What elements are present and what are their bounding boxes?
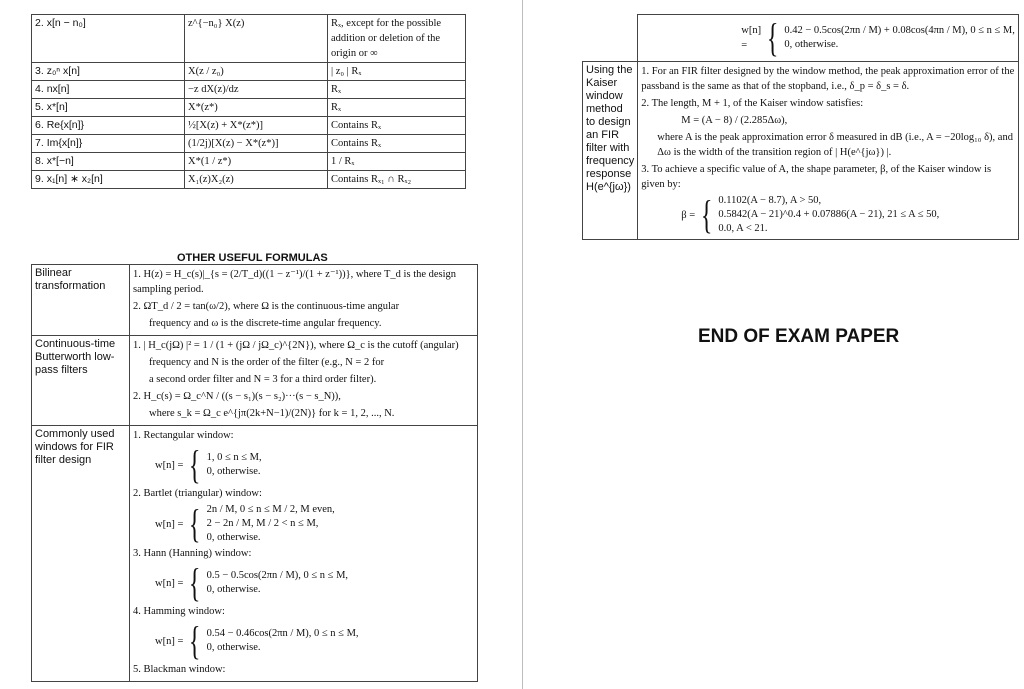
property-row bbox=[32, 63, 466, 81]
property-transform: −z dX(z)/dz bbox=[185, 81, 328, 99]
property-row bbox=[32, 153, 466, 171]
kaiser-content bbox=[638, 62, 1019, 240]
property-roc: Rₓ bbox=[328, 99, 466, 117]
formulas-table bbox=[31, 264, 478, 682]
property-sequence-cell bbox=[32, 63, 185, 81]
rect-window-equation bbox=[155, 442, 474, 487]
brace-icon: { bbox=[701, 192, 713, 237]
property-number: 5. bbox=[35, 101, 44, 113]
property-transform: ½[X(z) + X*(z*)] bbox=[185, 117, 328, 135]
case-row: 0, otherwise. bbox=[784, 39, 839, 50]
property-transform: z^{−n₀} X(z) bbox=[185, 15, 328, 63]
hamming-window-title: 4. Hamming window: bbox=[133, 606, 225, 617]
property-row bbox=[32, 171, 466, 189]
property-transform: X*(1 / z*) bbox=[185, 153, 328, 171]
bilinear-row bbox=[32, 265, 478, 336]
kaiser-m-equation: M = (A − 8) / (2.285Δω), bbox=[681, 115, 788, 126]
rect-window-lhs: w[n] = bbox=[155, 459, 184, 471]
property-roc: Rₓ, except for the possible addition or deletion of the origin or ∞ bbox=[328, 15, 466, 63]
blackman-window-equation bbox=[741, 15, 1015, 60]
butterworth-item-1b: frequency and N is the order of the filter (e.g., N = 2 for bbox=[149, 357, 385, 368]
property-roc: Rₓ bbox=[328, 81, 466, 99]
case-row: 2n / M, 0 ≤ n ≤ M / 2, M even, bbox=[206, 504, 335, 515]
property-sequence-cell bbox=[32, 81, 185, 99]
windows-row bbox=[32, 426, 478, 682]
kaiser-beta-rows bbox=[718, 194, 939, 236]
property-roc: | z₀ | Rₓ bbox=[328, 63, 466, 81]
z-transform-properties-table bbox=[31, 14, 466, 189]
case-row: 0, otherwise. bbox=[206, 466, 261, 477]
kaiser-item-2-where: where A is the peak approximation error δ measured in dB (i.e., A = −20log₁₀ δ), and Δω is the width of the transition region of | H(e^{jω}) |. bbox=[657, 132, 1013, 158]
butterworth-row bbox=[32, 336, 478, 426]
property-roc: 1 / Rₓ bbox=[328, 153, 466, 171]
brace-icon: { bbox=[189, 501, 201, 546]
bilinear-label: Bilinear transformation bbox=[32, 265, 130, 336]
kaiser-label: Using the Kaiser window method to design an FIR filter with frequency response H(e^{jω}) bbox=[583, 62, 638, 240]
butterworth-content bbox=[130, 336, 478, 426]
kaiser-beta-equation bbox=[681, 194, 1015, 236]
property-row bbox=[32, 99, 466, 117]
property-roc: Contains Rₓ bbox=[328, 117, 466, 135]
kaiser-beta-lhs: β = bbox=[681, 209, 696, 221]
end-of-exam-text: END OF EXAM PAPER bbox=[698, 326, 900, 347]
bartlett-window-lhs: w[n] = bbox=[155, 518, 184, 530]
brace-icon: { bbox=[189, 442, 201, 487]
kaiser-row bbox=[583, 62, 1019, 240]
property-row bbox=[32, 117, 466, 135]
other-formulas-heading: OTHER USEFUL FORMULAS bbox=[177, 252, 328, 264]
rect-window-title: 1. Rectangular window: bbox=[133, 430, 234, 441]
bilinear-content bbox=[130, 265, 478, 336]
butterworth-item-2b: where s_k = Ω_c e^{jπ(2k+N−1)/(2N)} for k = 1, 2, ..., N. bbox=[149, 408, 395, 419]
blackman-window-rows bbox=[784, 24, 1015, 52]
blackman-window-lhs: w[n] = bbox=[741, 25, 762, 51]
property-row bbox=[32, 81, 466, 99]
bilinear-item-2a: 2. ΩT_d / 2 = tan(ω/2), where Ω is the continuous-time angular bbox=[133, 301, 400, 312]
case-row: 0.5 − 0.5cos(2πn / M), 0 ≤ n ≤ M, bbox=[206, 570, 349, 581]
bartlett-window-rows bbox=[207, 503, 335, 545]
bartlett-window-title: 2. Bartlet (triangular) window: bbox=[133, 488, 262, 499]
property-number: 8. bbox=[35, 155, 44, 167]
property-number: 9. bbox=[35, 173, 44, 185]
case-row: 0.0, A < 21. bbox=[718, 223, 768, 234]
blackman-equation-cell bbox=[638, 15, 1019, 62]
butterworth-item-1a: 1. | H_c(jΩ) |² = 1 / (1 + (jΩ / jΩ_c)^{2N}), where Ω_c is the cutoff (angular) bbox=[133, 340, 459, 351]
blackman-window-title: 5. Blackman window: bbox=[133, 664, 226, 675]
property-row bbox=[32, 15, 466, 63]
case-row: 0, otherwise. bbox=[206, 584, 261, 595]
kaiser-item-2: 2. The length, M + 1, of the Kaiser window satisfies: bbox=[641, 98, 864, 109]
property-roc: Contains Rₓ₁ ∩ Rₓ₂ bbox=[328, 171, 466, 189]
page-divider bbox=[522, 0, 523, 689]
kaiser-item-1: 1. For an FIR filter designed by the window method, the peak approximation error of the passband is the same as that of the stopband, i.e., δ_p = δ_s = δ. bbox=[641, 66, 1015, 92]
rect-window-rows bbox=[207, 451, 262, 479]
property-sequence: x*[n] bbox=[46, 101, 68, 113]
butterworth-label: Continuous-time Butterworth low-pass filters bbox=[32, 336, 130, 426]
hann-window-lhs: w[n] = bbox=[155, 577, 184, 589]
case-row: 0, otherwise. bbox=[206, 642, 261, 653]
butterworth-item-2: 2. H_c(s) = Ω_c^N / ((s − s₁)(s − s₂)···(s − s_N)), bbox=[133, 391, 341, 402]
windows-content bbox=[130, 426, 478, 682]
butterworth-item-1c: a second order filter and N = 3 for a third order filter). bbox=[149, 374, 377, 385]
bilinear-item-2b: frequency and ω is the discrete-time angular frequency. bbox=[149, 318, 382, 329]
hann-window-equation bbox=[155, 560, 474, 605]
property-sequence: nx[n] bbox=[46, 83, 70, 95]
hamming-window-lhs: w[n] = bbox=[155, 635, 184, 647]
case-row: 0.1102(A − 8.7), A > 50, bbox=[718, 195, 822, 206]
property-sequence: z₀ⁿ x[n] bbox=[46, 65, 80, 77]
windows-label: Commonly used windows for FIR filter design bbox=[32, 426, 130, 682]
hann-window-title: 3. Hann (Hanning) window: bbox=[133, 548, 252, 559]
property-number: 6. bbox=[35, 119, 44, 131]
case-row: 1, 0 ≤ n ≤ M, bbox=[206, 452, 262, 463]
property-sequence-cell bbox=[32, 117, 185, 135]
brace-icon: { bbox=[766, 15, 779, 60]
property-number: 4. bbox=[35, 83, 44, 95]
property-row bbox=[32, 135, 466, 153]
brace-icon: { bbox=[189, 560, 201, 605]
case-row: 0.5842(A − 21)^0.4 + 0.07886(A − 21), 21 ≤ A ≤ 50, bbox=[718, 209, 940, 220]
blank-cell bbox=[583, 15, 638, 62]
bartlett-window-equation bbox=[155, 503, 474, 545]
property-sequence: x[n − n₀] bbox=[46, 17, 86, 29]
property-sequence: Im{x[n]} bbox=[46, 137, 83, 149]
property-transform: X(z / z₀) bbox=[185, 63, 328, 81]
property-sequence-cell bbox=[32, 171, 185, 189]
property-sequence-cell bbox=[32, 99, 185, 117]
case-row: 2 − 2n / M, M / 2 < n ≤ M, bbox=[206, 518, 319, 529]
property-sequence-cell bbox=[32, 15, 185, 63]
property-sequence: x₁[n] ∗ x₂[n] bbox=[46, 173, 103, 185]
case-row: 0.54 − 0.46cos(2πn / M), 0 ≤ n ≤ M, bbox=[206, 628, 359, 639]
property-transform: X*(z*) bbox=[185, 99, 328, 117]
hann-window-rows bbox=[207, 569, 348, 597]
kaiser-table bbox=[582, 14, 1019, 240]
brace-icon: { bbox=[189, 618, 201, 663]
property-sequence-cell bbox=[32, 135, 185, 153]
property-sequence: Re{x[n]} bbox=[46, 119, 85, 131]
blackman-continued-row bbox=[583, 15, 1019, 62]
kaiser-item-3: 3. To achieve a specific value of A, the shape parameter, β, of the Kaiser window is given by: bbox=[641, 164, 992, 190]
property-transform: X₁(z)X₂(z) bbox=[185, 171, 328, 189]
hamming-window-equation bbox=[155, 618, 474, 663]
case-row: 0.42 − 0.5cos(2πn / M) + 0.08cos(4πn / M), 0 ≤ n ≤ M, bbox=[784, 25, 1015, 36]
bilinear-item-1: 1. H(z) = H_c(s)|_{s = (2/T_d)((1 − z⁻¹)/(1 + z⁻¹))}, where T_d is the design sampling period. bbox=[133, 269, 457, 295]
case-row: 0, otherwise. bbox=[206, 532, 261, 543]
property-sequence-cell bbox=[32, 153, 185, 171]
property-sequence: x*[−n] bbox=[46, 155, 74, 167]
property-transform: (1/2j)[X(z) − X*(z*)] bbox=[185, 135, 328, 153]
property-number: 7. bbox=[35, 137, 44, 149]
hamming-window-rows bbox=[207, 627, 359, 655]
property-number: 2. bbox=[35, 17, 44, 29]
property-roc: Contains Rₓ bbox=[328, 135, 466, 153]
property-number: 3. bbox=[35, 65, 44, 77]
